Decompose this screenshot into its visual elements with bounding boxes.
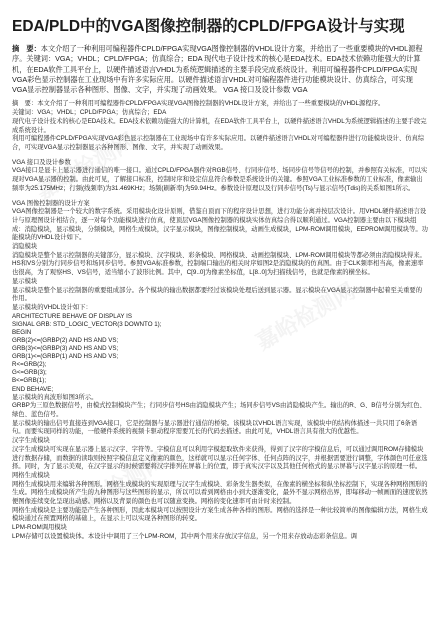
section-heading: 显示模块 [12,277,38,285]
abstract-text: 本文介绍了一种利用可编程器件CPLD/FPGA实现VGA图像控制器的VHDL设计方案，并给出了一些重要模块的VHDL源程序。关键词：VGA；VHDL；CPLD/FPGA；仿真综合；EDA 现代电子设计技术的核心是EDA技术。EDA技术依赖功能强大的计算机，在EDA软件工具平台上，以硬件描述语言VHDL为系统逻辑描述的主要手段完成系统设计。利用可编程器件CPLD/FPGA实现VGA彩色显示控制器在工业现场中有许多实际应用。以硬件描述语言VHDL对可编程器件进行功能模块设计、仿真综合，可实现VGA显示控制器显示各种图形、图像、文字，并实现了动画效果。 VGA 接口及设计参数 VGA [12,44,423,95]
code-line: END BEHAVE; [12,385,54,393]
section-heading: 汉字生成模块 [12,437,50,445]
code-line: R<=GRB(2); [12,361,47,369]
code-line: ARCHITECTURE BEHAVE OF DISPLAY IS [12,312,132,320]
body-paragraphs [12,100,428,312]
paragraph: 消隐模块是整个显示控制器的关键部分，显示模块、汉字模块、彩条模块、网格模块、动画控制模块、LPM-ROM调用模块等都必须由消隐模块得来。 HS和VS分别为行同步信号和场同步信号。参照VGA标准参数，控制端口输出的相关时序如图2是消隐模块的仿真图。由于CLK频率相当高，像素速率也很高，为了观察HS、VS信号，适当缩小了波形比例。其中，C[9..0]为像素坐标值，L[8..0]为扫描线信号，也就是像素的横坐标。 [12,251,426,277]
paragraph: 现代电子设计技术的核心是EDA技术。EDA技术依赖功能强大的计算机，在EDA软件工具平台上，以硬件描述语言VHDL为系统逻辑描述的主要手段完成系统设计。 [12,117,427,134]
body-paragraphs-after [12,394,428,542]
code-line: G<=GRB(3); [12,369,47,377]
paragraph: 显示模块是整个显示控制器的重要组成部分。各个模块的输出数据都要经过该模块处理后送到显示器。显示模块在VGA显示控制器中起着至关重要的作用。 [12,286,423,303]
code-line: GRB(1)<=(GRBP(1) AND HS AND VS; [12,353,119,361]
section-heading: 网格生成模块 [12,471,50,479]
code-line: GRB(3)<=(GRBP(3) AND HS AND VS; [12,345,119,353]
paragraph: GRBP为三原色数据信号，由模式控制模块产生；行同步信号HS由消隐模块产生；场同步信号VS由消隐模块产生。输出的R、G、B信号分别为红色、绿色、蓝色信号。 [12,402,426,418]
code-line: B<=GRB(1); [12,377,47,385]
code-line: GRB(2)<=(GRBP(2) AND HS AND VS; [12,336,119,344]
code-line: BEGIN [12,328,32,336]
paragraph: 关键词：VGA；VHDL；CPLD/FPGA；仿真综合；EDA [12,109,167,117]
paragraph: 摘 要：本文介绍了一种利用可编程器件CPLD/FPGA实现VGA图像控制器的VHDL设计方案，并给出了一些重要模块的VHDL源程序。 [12,100,385,108]
paragraph: 汉字生成模块可实现在显示器上显示汉字、字符等。字模信息可以利用字模提取软件来获得，得到了汉字的字模信息后，可以通过调用ROM存储模块进行数据存储，而数据的读取则按照字模信息定义像素的颜色，这样就可以显示任何字体、任何点阵的汉字，并根据需要进行调整，字体颜色可任意选择。同时，为了显示美观，在汉字显示的时候需要将汉字排列在屏幕上的位置，即于真实汉字以及其他任何格式的显示屏幕与汉字显示的原理一样。 [12,445,428,471]
section-heading: VGA 接口及设计参数 [12,158,71,166]
code-block [12,313,428,394]
paragraph: VGA图像控制器是一个较大的数字系统。采用模块化设计原则，借鉴自顶而下的程序设计思想，进行功能分离并按层次设计。用VHDL硬件描述语言设计与原理图设计相结合，逐一对每个功能模块进行仿真，使顶层VGA图像控制器的模块实体仿真综合得以顺利通过。VGA控制器主要由以下模块组成：消隐模块，显示模块，分频模块，网格生成模块，汉字显示模块，图像控制模块，动画生成模块，LPM-ROM调用模块，EEPROM调用模块等。功能模块的VHDL设计如下。 [12,208,428,242]
abstract-block [12,44,428,95]
code-line: SIGNAL GRB: STD_LOGIC_VECTOR(3 DOWNTO 1); [12,320,162,328]
paragraph: 利用可编程器件CPLD/FPGA实现VGA彩色显示控制器在工业现场中有许多实际应用。以硬件描述语言VHDL对可编程器件进行功能模块设计、仿真综合，可实现VGA显示控制器显示各种图形、图像、文字，并实现了动画效果。 [12,135,425,151]
paragraph: 网格生成模块用来编辑各种图形。网格生成模块的实现原理与汉字生成模块、彩条发生器类似，在像素的横坐标和纵坐标控制下，实现各种网格图形的生成。网格生成模块所产生的九种图形与这些图形的显示，所以可以看到网格由小到大逐渐变化，最外不显示网格出界，即每移动一帧画面的速度依然便图像连续变化呈现出动感。网格以及背景的颜色也可以随意变换。网格的变化速率可由计时来控制。 [12,480,428,506]
section-heading: LPM-ROM调用模块 [12,524,67,532]
paragraph: 显示模块的输出信号直接连到VGA接口，它是控制器与显示器进行通信的桥梁。该模块以VHDL语言实现，该模块中的结构体描述一共只用了6条语句。而要实现同样的功能，一般硬件系统的视频卡驱动程序需要冗长的代码去描述。由此可见，VHDL语言具有很大的优越性。 [12,419,418,436]
paragraph: LPM存储可以设置模块体。本设计中调用了三个LPM-ROM，其中两个用来存放汉字信息，另一个用来存放动态彩条信息。调 [12,532,357,540]
document-title: EDA/PLD中的VGA图像控制器的CPLD/FPGA设计与实现 [12,18,405,35]
section-heading: VGA 图像控制器的设计方案 [12,199,90,207]
paragraph: VGA接口是显卡上显示器进行通信的唯一接口。通过CPLD/FPGA器件对RGB信号、行同步信号、场同步信号等信号的控制，并参照有关标准，可以实现对VGA显示器的控制。由此可见，了解接口标准，控制时序和设定信息符合参数是系统设计的关键。参照VGA工业标准参数的工业标准，像素输出频率为25.175MHz；行频(线频率)为31.469KHz；场频(刷新率)为59.94Hz。参数设计原理以及行同步信号(Ts)与显示信号(Tdis)的关系如图1所示。 [12,167,428,192]
abstract-lead: 摘 要： [12,44,41,53]
paragraph: 网格生成模块是主要功能是产生各种图形，因此本模块可以按照设计方案生成各种各样的图形。网格的选择是一种比较简单的图像编辑方法，网格生成模块通过在预置网格的基础上，在显示上可以实现各种图形的转变。 [12,506,428,523]
section-heading: 消隐模块 [12,243,38,251]
paragraph: 显示模块的VHDL设计如下： [12,303,92,311]
paragraph: 显示模块的真波形如图3所示。 [12,393,98,401]
